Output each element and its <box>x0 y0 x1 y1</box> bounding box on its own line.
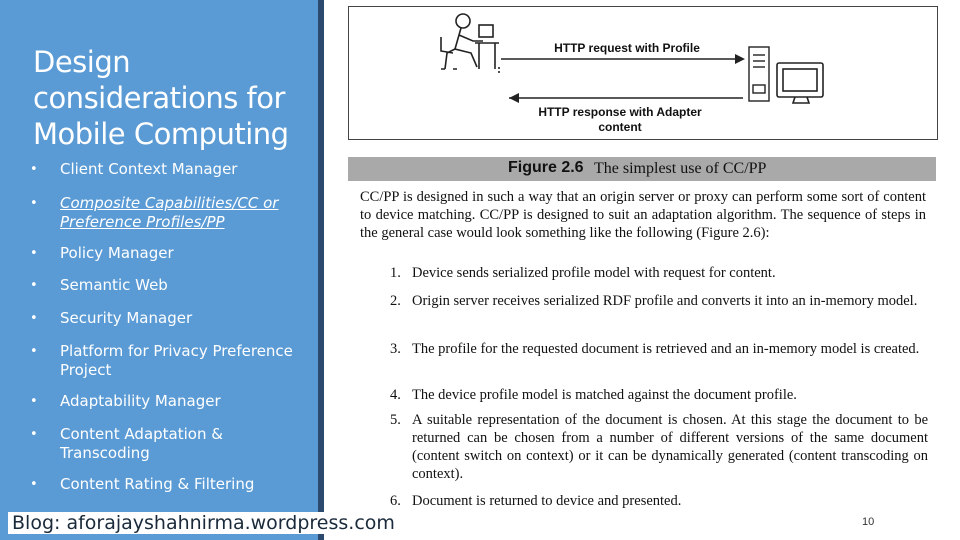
bullet-link[interactable]: Composite Capabilities/CC or Preference Profiles/PP <box>60 194 279 231</box>
step-item <box>380 340 928 358</box>
slide-title: Design considerations for Mobile Computing <box>33 45 289 151</box>
bullet-dot: • <box>30 196 38 211</box>
bullet-item <box>30 244 315 263</box>
bullet-dot: • <box>30 311 38 326</box>
server-tower-icon <box>749 47 769 101</box>
step-item <box>380 292 928 310</box>
figure-caption-text: The simplest use of CC/PP <box>594 160 767 177</box>
bullet-dot: • <box>30 344 38 359</box>
bullet-dot: • <box>30 477 38 492</box>
bullet-item <box>30 342 315 380</box>
step-text: The profile for the requested document is retrieved and an in-memory model is created. <box>412 341 920 357</box>
bullet-item <box>30 392 315 411</box>
bullet-dot: • <box>30 394 38 409</box>
step-number: 1. <box>390 265 401 281</box>
step-text: Document is returned to device and presented. <box>412 493 682 509</box>
response-label: HTTP response with Adapter content <box>538 105 702 134</box>
step-number: 5. <box>390 412 401 428</box>
user-at-desk-icon <box>441 14 499 73</box>
bullet-text: Security Manager <box>60 309 193 327</box>
response-arrow <box>509 93 743 103</box>
bullet-dot: • <box>30 162 38 177</box>
bullet-dot: • <box>30 278 38 293</box>
figure-caption <box>348 157 936 181</box>
bullet-text: Policy Manager <box>60 244 174 262</box>
bullet-text: Platform for Privacy Preference Project <box>60 342 293 379</box>
bullet-item[interactable] <box>30 194 315 232</box>
step-number: 6. <box>390 493 401 509</box>
step-number: 4. <box>390 387 401 403</box>
step-text: A suitable representation of the document is chosen. At this stage the document to be returned can be chosen from a number of different versions of the same document (content switch on context) or it can be dynamically generated (content transcoding on context). <box>412 412 928 482</box>
bullet-item <box>30 425 315 463</box>
monitor-icon <box>777 63 823 103</box>
step-item <box>380 492 928 510</box>
figure-diagram <box>348 6 938 140</box>
bullet-item <box>30 475 315 494</box>
step-text: Device sends serialized profile model with request for content. <box>412 265 776 281</box>
bullet-text: Client Context Manager <box>60 160 238 178</box>
request-label: HTTP request with Profile <box>554 41 700 55</box>
bullet-dot: • <box>30 246 38 261</box>
step-item <box>380 264 928 282</box>
bullet-dot: • <box>30 427 38 442</box>
sidebar-edge <box>318 0 324 540</box>
bullet-item <box>30 309 315 328</box>
page-number: 10 <box>862 516 875 528</box>
step-item <box>380 386 928 404</box>
bullet-text: Content Adaptation & Transcoding <box>60 425 223 462</box>
figure-number: Figure 2.6 <box>508 159 584 176</box>
bullet-item <box>30 276 315 295</box>
bullet-text: Content Rating & Filtering <box>60 475 255 493</box>
blog-footer: Blog: aforajayshahnirma.wordpress.com <box>8 512 399 534</box>
bullet-text: Semantic Web <box>60 276 168 294</box>
step-text: The device profile model is matched against the document profile. <box>412 387 797 403</box>
bullet-item <box>30 160 315 179</box>
document-paragraph: CC/PP is designed in such a way that an origin server or proxy can perform some sort of content to device matching. CC/PP is designed to suit an adaptation algorithm. The sequence of steps in the general case would look something like the following (Figure 2.6): <box>360 189 926 241</box>
bullet-text: Adaptability Manager <box>60 392 221 410</box>
step-text: Origin server receives serialized RDF profile and converts it into an in-memory model. <box>412 293 918 309</box>
step-number: 2. <box>390 293 401 309</box>
step-item <box>380 411 928 483</box>
step-number: 3. <box>390 341 401 357</box>
